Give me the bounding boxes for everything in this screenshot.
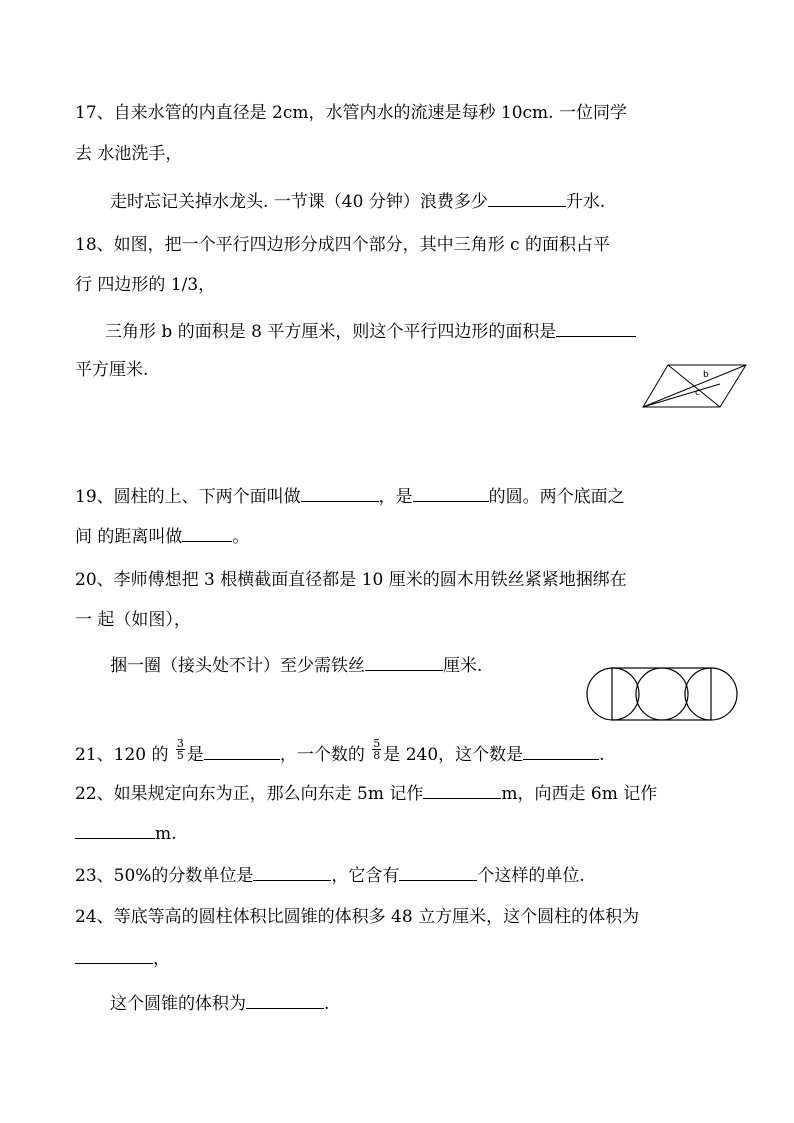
- q17-text-b: 升水.: [565, 192, 606, 212]
- q21-text-b: 是: [186, 745, 204, 765]
- q23-blank-2[interactable]: [399, 862, 477, 881]
- q23-text-c: 个这样的单位.: [477, 866, 585, 886]
- q19-text-c: 的圆。两个底面之: [488, 487, 625, 507]
- q24-text-c: 这个圆锥的体积为: [110, 994, 246, 1014]
- q23-text-b: ，它含有: [331, 866, 400, 886]
- q22-text-c: m.: [155, 824, 177, 844]
- q21-text-e: .: [599, 745, 605, 765]
- q21-line: [75, 737, 605, 767]
- q18-line4: 平方厘米.: [75, 360, 149, 380]
- q19-line1: [75, 483, 625, 509]
- figure-label-b: b: [703, 370, 709, 380]
- q19-text-d: 间 的距离叫做: [75, 527, 183, 547]
- q21-blank-1[interactable]: [204, 741, 280, 760]
- q17-line3: [110, 188, 605, 214]
- q17-line1: 17、自来水管的内直径是 2cm，水管内水的流速是每秒 10cm. 一位同学: [75, 103, 627, 123]
- q21-text-a: 21、120 的: [75, 745, 169, 765]
- q22-blank-1[interactable]: [423, 780, 501, 799]
- q24-blank-2[interactable]: [246, 990, 324, 1009]
- three-logs-figure: [585, 665, 740, 723]
- q21-text-c: ，一个数的: [279, 745, 365, 765]
- q24-text-b: ，: [153, 949, 170, 969]
- q24-line2: [75, 945, 170, 971]
- q21-text-d: 是 240，这个数是: [383, 745, 524, 765]
- q20-line3: [110, 652, 482, 678]
- q17-answer-blank[interactable]: [488, 188, 566, 207]
- q22-text-a: 22、如果规定向东为正，那么向东走 5m 记作: [75, 784, 424, 804]
- parallelogram-figure: [640, 362, 750, 412]
- q19-blank-2[interactable]: [413, 483, 489, 502]
- q17-text-a: 走时忘记关掉水龙头. 一节课（40 分钟）浪费多少: [110, 192, 488, 212]
- q18-line2: 行 四边形的 1/3，: [75, 275, 216, 295]
- q24-line1: 24、等底等高的圆柱体积比圆锥的体积多 48 立方厘米，这个圆柱的体积为: [75, 907, 640, 927]
- q18-line1: 18、如图，把一个平行四边形分成四个部分，其中三角形 c 的面积占平: [75, 235, 610, 255]
- q22-line1: [75, 780, 657, 806]
- q23-line: [75, 862, 585, 888]
- q19-text-a: 19、圆柱的上、下两个面叫做: [75, 487, 301, 507]
- q18-answer-blank[interactable]: [556, 318, 636, 337]
- q17-line2: 去 水池洗手，: [75, 144, 183, 164]
- q21-fraction-1: $\frac{3}{5}$: [176, 737, 184, 762]
- q18-text-a: 三角形 b 的面积是 8 平方厘米，则这个平行四边形的面积是: [105, 322, 557, 342]
- q19-blank-3[interactable]: [182, 523, 232, 542]
- q22-line2: [75, 820, 177, 846]
- q20-line2: 一 起（如图），: [75, 610, 191, 630]
- q19-line2: [75, 523, 249, 549]
- q24-blank-1[interactable]: [75, 945, 153, 964]
- q19-text-b: ，是: [378, 487, 413, 507]
- q22-blank-2[interactable]: [75, 820, 155, 839]
- q21-blank-2[interactable]: [523, 741, 599, 760]
- q19-blank-1[interactable]: [301, 483, 379, 502]
- q18-line3: [105, 318, 636, 344]
- q19-text-e: 。: [232, 527, 250, 547]
- q20-text-b: 厘米.: [443, 656, 483, 676]
- q23-blank-1[interactable]: [253, 862, 331, 881]
- q20-text-a: 捆一圈（接头处不计）至少需铁丝: [110, 656, 365, 676]
- q22-text-b: m，向西走 6m 记作: [501, 784, 658, 804]
- q20-answer-blank[interactable]: [365, 652, 443, 671]
- q24-line3: [110, 990, 329, 1016]
- q21-fraction-2: $\frac{5}{8}$: [373, 737, 381, 762]
- q24-text-d: .: [324, 994, 330, 1014]
- q20-line1: 20、李师傅想把 3 根横截面直径都是 10 厘米的圆木用铁丝紧紧地捆绑在: [75, 570, 627, 590]
- q23-text-a: 23、50%的分数单位是: [75, 866, 254, 886]
- figure-label-c: c: [695, 388, 700, 398]
